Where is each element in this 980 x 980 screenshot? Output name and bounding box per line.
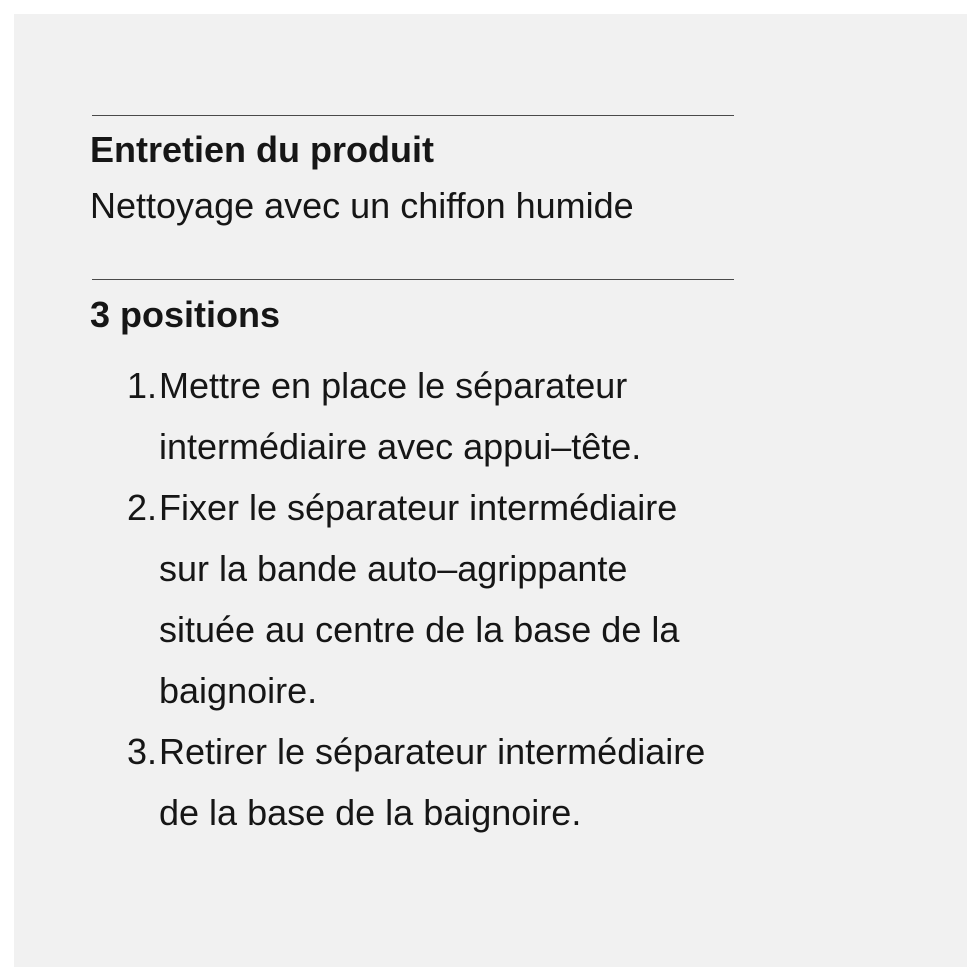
step-text-line: baignoire. (159, 670, 318, 711)
divider (92, 279, 734, 280)
step-number: 1. (126, 365, 157, 406)
step-text-line: Fixer le séparateur intermédiaire (159, 487, 678, 528)
step-text-line: de la base de la baignoire. (159, 792, 582, 833)
step-text-line: Mettre en place le séparateur (159, 365, 628, 406)
step-text-line: intermédiaire avec appui–tête. (159, 426, 642, 467)
step-text-line: Retirer le séparateur intermédiaire (159, 731, 706, 772)
step-item (14, 355, 705, 477)
step-number: 2. (126, 487, 157, 528)
step-text-line: située au centre de la base de la (159, 609, 680, 650)
positions-heading: 3 positions (90, 294, 281, 335)
care-text: Nettoyage avec un chiffon humide (90, 185, 634, 226)
divider (92, 115, 734, 116)
step-number: 3. (126, 731, 157, 772)
care-heading: Entretien du produit (90, 129, 434, 170)
step-text-line: sur la bande auto–agrippante (159, 548, 628, 589)
positions-steps-list (14, 355, 705, 843)
step-item (14, 721, 705, 843)
step-item (14, 477, 705, 721)
info-card (14, 14, 967, 967)
